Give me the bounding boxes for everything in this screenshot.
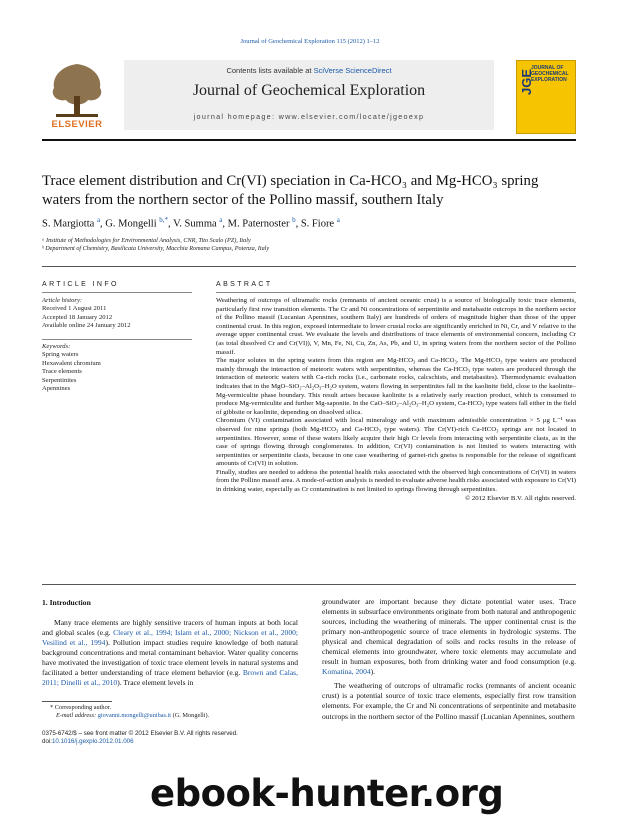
text: ). [370, 667, 376, 677]
citation-link[interactable]: Cleary et al., 1994; Islam et al., 2000; Nickson et al., 2000; Vesilind et al., 1994 [42, 628, 298, 648]
keywords-rule [42, 339, 192, 340]
keyword: Trace elements [42, 368, 82, 376]
journal-banner [124, 60, 494, 130]
journal-citation[interactable]: Journal of Geochemical Exploration 115 (2012) 1–12 [240, 38, 380, 45]
email-label: E-mail address: [56, 712, 98, 720]
publisher-name: ELSEVIER [51, 119, 103, 130]
doi-line [42, 738, 238, 746]
keyword: Hexavalent chromium [42, 359, 101, 367]
doi-prefix: doi: [42, 738, 52, 745]
keywords [42, 343, 192, 393]
intro-paragraph [42, 618, 298, 688]
abstract-paragraph: The major solutes in the spring waters from this region are Mg-HCO₃ and Ca-HCO₃. The Mg-HCO₃ type waters are produced mainly through the interaction of meteoric waters with serpentinites, whereas the Ca-HCO₃ type waters are produced through the interaction of meteoric waters with Ca-rich rocks (i.e., carbonate rocks, calcschists, and metabasites). Thermodynamic evaluation indicates that in the MgO–SiO₂–Al₂O₃–H₂O system, waters flowing in serpentinites fall in the kaolinite field, close to the kaolinite–Mg-vermiculite phase boundary. This result arises because kaolinite is a relatively early reaction product, which is consumed to produce Mg-vermiculite and further Mg-saponite. In the CaO–SiO₂–Al₂O₃–H₂O system, Ca-HCO₃ type waters fall either in the field of gibbsite or kaolinite, depending on dissolved silica. [216, 357, 576, 416]
copyright: © 2012 Elsevier B.V. All rights reserved. [465, 494, 576, 502]
author-affil-mark[interactable]: b,* [159, 216, 169, 224]
corresponding-author: * Corresponding author. [50, 704, 112, 711]
article-info-rule [42, 292, 192, 293]
abstract-rule [216, 292, 576, 293]
watermark: ebook-hunter.org [150, 772, 504, 815]
article-title: Trace element distribution and Cr(VI) speciation in Ca-HCO₃ and Mg-HCO₃ spring waters from the northern sector of the Pollino massif, southern Italy [42, 173, 539, 208]
email-suffix: (G. Mongelli). [171, 712, 210, 720]
author-affil-mark[interactable]: b [292, 216, 296, 224]
history-received: Received 1 August 2011 [42, 305, 107, 313]
contents-line [124, 66, 494, 75]
section-heading: 1. Introduction [42, 598, 91, 607]
author-affil-mark[interactable]: a [219, 216, 223, 224]
abstract-body [216, 297, 576, 503]
intro-paragraph: The weathering of outcrops of ultramafic rocks (remnants of ancient oceanic crust) is a potential source of toxic trace elements, especially first row transition elements. For example, the Cr and Ni concentrations of serpentinite and metabasite outcrops in the northern sector of the Pollino massif (Lucanian Apennines, southern [322, 681, 576, 721]
author: G. Mongelli [105, 218, 157, 230]
keyword: Serpentinites [42, 376, 77, 384]
elsevier-logo [42, 60, 112, 130]
article-history [42, 297, 192, 331]
abstract-heading: ABSTRACT [216, 281, 273, 288]
email-link[interactable]: giovanni.mongelli@unibas.it [97, 712, 172, 720]
keyword: Apennines [42, 385, 71, 393]
author: S. Fiore [300, 218, 335, 230]
affiliation-b: ᵇ Department of Chemistry, Basilicata University, Macchia Romana Campus, Potenza, Italy [42, 245, 270, 252]
text: groundwater are important because they dictate potential water uses. Trace elements in subsurface environments originate from both natural and anthropogenic sources, including the weathering of minerals. The upper continental crust is the primary non-anthropogenic source of trace elements in hydrologic systems. The physical and chemical degradation of soils and rocks results in the release of chemical elements into groundwater, where toxic elements may accumulate and result in human exposures, both from drinking water and food consumption (e.g. [322, 597, 576, 667]
journal-header [42, 60, 576, 136]
doi-link[interactable]: 10.1016/j.gexplo.2012.01.006 [51, 738, 134, 745]
article-info-heading: ARTICLE INFO [42, 281, 119, 288]
abstract-paragraph: Chromium (VI) contamination associated with local mineralogy and with maximum admissible concentration > 5 μg L⁻¹ was observed for nine springs (both Mg-HCO₃ and Ca-HCO₃ type waters). The Cr(VI)-rich Ca-HCO₃ springs are not located in serpentinites. However, some of these waters likely acquire their high Cr levels from interacting with serpentinite clasts, as in the case of springs flowing through conglomerates. In addition, Cr(VI) contamination is not limited to waters interacting with serpentinites or serpentinite clasts, because in one case weathering of garnet-rich gneiss is responsible for the release of significant amounts of Cr(VI) in solution. [216, 417, 576, 468]
journal-cover [516, 60, 576, 134]
body-left-column [42, 598, 298, 688]
body-rule [42, 584, 576, 585]
author: V. Summa [173, 218, 217, 230]
contents-prefix: Contents lists available at [226, 66, 314, 75]
footnote-rule [42, 701, 112, 702]
text: ). Pollution impact studies require knowledge of both natural background concentrations and metal contaminant behavior. Water quality concerns have motivated the investigation of toxic trace element levels in natural systems and facilitated a better understanding of trace element behavior (e.g. [42, 638, 298, 678]
keyword: Spring waters [42, 351, 79, 359]
intro-paragraph [322, 597, 576, 677]
citation-link[interactable]: Brown and Calas, 2011; Dinelli et al., 2010 [42, 668, 298, 688]
email-line [42, 712, 302, 720]
cover-abbrev: JGE [519, 69, 534, 96]
affiliation-a: ᵃ Institute of Methodologies for Environmental Analysis, CNR, Tito Scalo (PZ), Italy [42, 237, 251, 244]
author: M. Paternoster [227, 218, 290, 230]
abstract-paragraph: Finally, studies are needed to address the potential health risks associated with the observed high concentrations of Cr(VI) in waters from the Pollino massif area. A mode-of-action analysis is needed to evaluate adverse health risks associated with exposure to Cr(VI) in drinking water, especially as Cr contamination is not limited to springs flowing through serpentinites. [216, 468, 576, 494]
history-online: Available online 24 January 2012 [42, 322, 131, 330]
front-matter [42, 730, 238, 746]
header-rule [42, 139, 576, 141]
history-label: Article history: [42, 297, 83, 304]
cover-title: JOURNAL OF GEOCHEMICAL EXPLORATION [531, 65, 569, 83]
abstract-paragraph: Weathering of outcrops of ultramafic rocks (remnants of ancient oceanic crust) is a source of biologically toxic trace elements, particularly first row transition elements. The Cr and Ni concentrations of serpentinite and metabasite outcrops in the northern sector of the Pollino massif (Lucanian Apennines, southern Italy) are hundreds of orders of magnitude higher than those of the upper continental crust. In this region, exposed intermediate to lower crustal rocks are significantly enriched in Ni, Cr, and V relative to the average upper continental crust. We evaluate the levels and distributions of trace elements of environmental concern, including Cr (as total dissolved Cr and Cr(VI)), V, Mn, Fe, Ni, Cu, Zn, As, Pb, and U, in spring waters from the northern sector of the Pollino massif. [216, 297, 576, 356]
author: S. Margiotta [42, 218, 95, 230]
author-affil-mark[interactable]: a [96, 216, 101, 224]
journal-homepage[interactable]: journal homepage: www.elsevier.com/locate/jgeoexp [193, 112, 425, 121]
sciencedirect-link[interactable]: SciVerse ScienceDirect [313, 66, 392, 75]
author-list: S. Margiotta $^a$, G. Mongelli $^{b,*}$, V. Summa $^a$, M. Paternoster $^b$, S. Fiore $^a$ [42, 216, 340, 230]
citation-link[interactable]: Komatina, 2004 [322, 667, 371, 677]
text: ). Trace element levels in [117, 678, 194, 688]
elsevier-tree-icon [42, 60, 112, 120]
footnote [42, 704, 302, 720]
journal-title: Journal of Geochemical Exploration [192, 82, 426, 99]
issn-line: 0375-6742/$ – see front matter © 2012 Elsevier B.V. All rights reserved. [42, 730, 238, 737]
history-accepted: Accepted 18 January 2012 [42, 313, 113, 321]
author-affil-mark[interactable]: a [336, 216, 340, 224]
text: Many trace elements are highly sensitive tracers of human inputs at both local and global scales (e.g. [42, 618, 298, 638]
keywords-label: Keywords: [42, 343, 71, 350]
info-rule [42, 266, 576, 267]
body-right-column [322, 597, 576, 722]
